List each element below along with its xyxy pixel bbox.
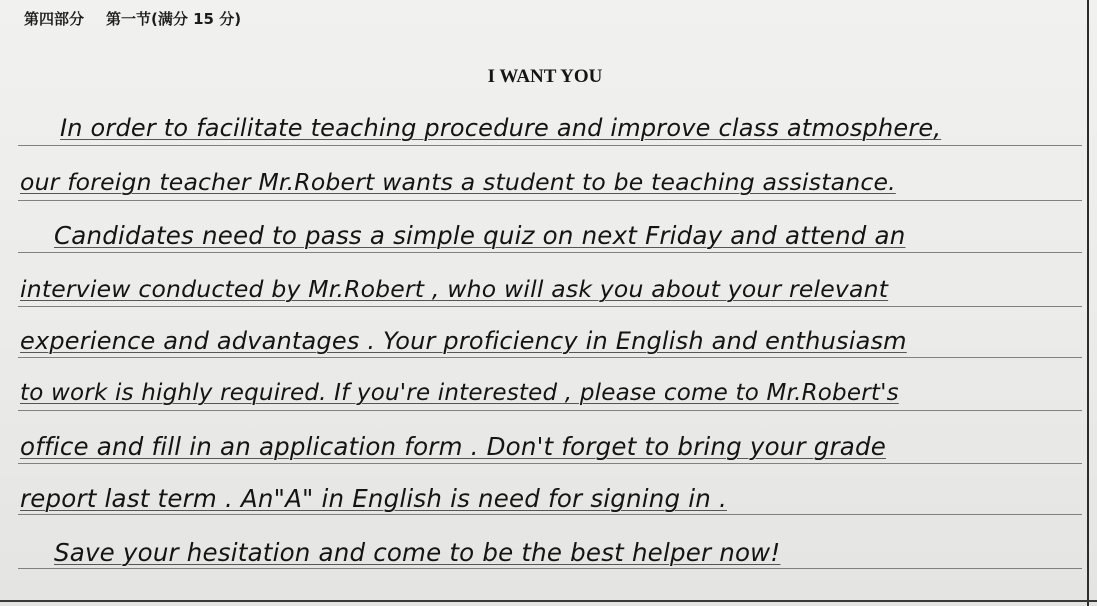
essay-line: interview conducted by Mr.Robert , who will ask you about your relevant — [20, 275, 889, 303]
ruled-line — [18, 463, 1082, 464]
ruled-line — [18, 200, 1082, 201]
essay-line: In order to facilitate teaching procedure and improve class atmosphere, — [60, 114, 942, 142]
essay-line: Save your hesitation and come to be the best helper now! — [54, 538, 781, 567]
essay-line: to work is highly required. If you're interested , please come to Mr.Robert's — [20, 380, 899, 406]
frame-right-border — [1087, 0, 1089, 606]
essay-line: our foreign teacher Mr.Robert wants a student to be teaching assistance. — [20, 168, 896, 196]
ruled-line — [18, 306, 1082, 307]
frame-bottom-border — [0, 600, 1097, 602]
essay-line: experience and advantages . Your proficiency in English and enthusiasm — [20, 327, 907, 355]
ruled-line — [18, 568, 1082, 569]
essay-line: Candidates need to pass a simple quiz on next Friday and attend an — [54, 221, 906, 250]
ruled-line — [18, 357, 1082, 358]
ruled-line — [18, 410, 1082, 411]
essay-line: report last term . An"A" in English is need for signing in . — [20, 484, 727, 513]
section-label: 第四部分 — [24, 10, 85, 28]
ruled-line — [18, 145, 1082, 146]
essay-line: office and fill in an application form . Don't forget to bring your grade — [20, 432, 887, 461]
subsection-label: 第一节(满分 15 分) — [106, 10, 242, 28]
ruled-line — [18, 514, 1082, 515]
ruled-line — [18, 252, 1082, 253]
essay-title: I WANT YOU — [487, 66, 603, 87]
